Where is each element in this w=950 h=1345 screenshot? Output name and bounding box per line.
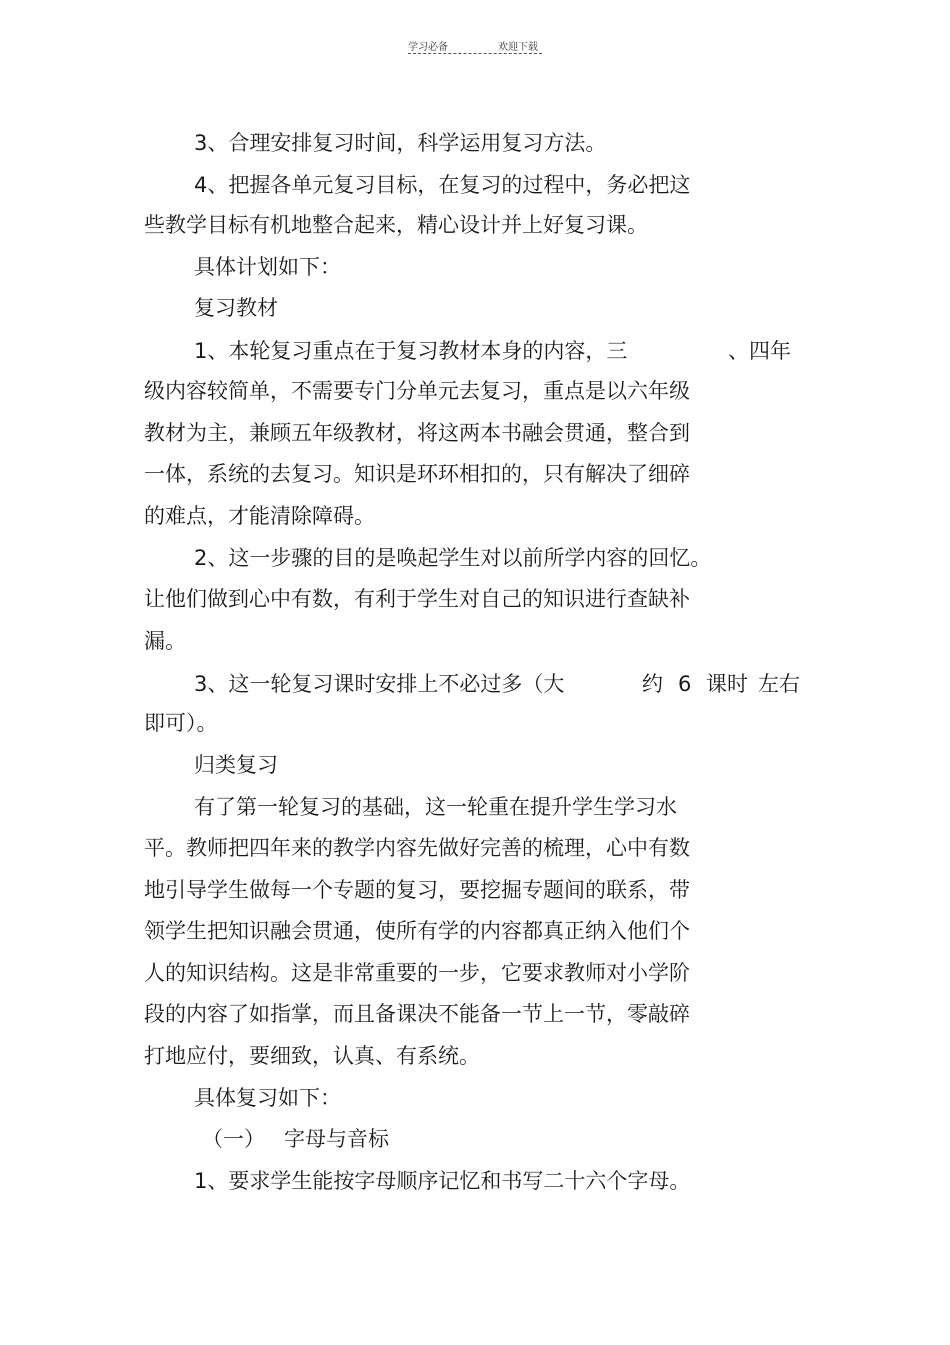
text-segment: 左右: [758, 672, 800, 696]
header-right-text: 欢迎下载: [498, 42, 538, 53]
text-line: 地引导学生做每一个专题的复习，要挖掘专题间的联系，带: [144, 878, 690, 902]
text-segment: 1、本轮复习重点在于复习教材本身的内容，三: [194, 339, 628, 363]
text-line: 领学生把知识融会贯通，使所有学的内容都真正纳入他们个: [144, 919, 690, 943]
text-line: 具体计划如下：: [194, 255, 341, 279]
text-line: 2、这一步骤的目的是唤起学生对以前所学内容的回忆。: [194, 546, 712, 570]
text-line: 段的内容了如指掌，而且备课决不能备一节上一节，零敲碎: [144, 1002, 690, 1026]
text-line: 4、把握各单元复习目标，在复习的过程中，务必把这: [194, 173, 691, 197]
text-segment: 约: [642, 672, 663, 696]
text-line: 些教学目标有机地整合起来，精心设计并上好复习课。: [144, 213, 648, 237]
text-line: 漏。: [144, 629, 186, 653]
section-heading: 归类复习: [194, 753, 278, 777]
text-line: 有了第一轮复习的基础，这一轮重在提升学生学习水: [194, 795, 677, 819]
text-line: 具体复习如下：: [194, 1086, 341, 1110]
text-line: 教材为主，兼顾五年级教材，将这两本书融会贯通，整合到: [144, 421, 690, 445]
text-segment: 字母与音标: [284, 1127, 389, 1151]
text-line: 3、合理安排复习时间，科学运用复习方法。: [194, 131, 607, 155]
text-line: 级内容较简单，不需要专门分单元去复习，重点是以六年级: [144, 379, 690, 403]
text-line: 打地应付，要细致，认真、有系统。: [144, 1044, 480, 1068]
text-line: 一体，系统的去复习。知识是环环相扣的，只有解决了细碎: [144, 462, 690, 486]
text-line: 即可）。: [144, 711, 218, 735]
header-left-text: 学习必备: [408, 42, 448, 53]
text-line: 让他们做到心中有数，有利于学生对自己的知识进行查缺补: [144, 587, 690, 611]
text-line: 的难点，才能清除障碍。: [144, 504, 375, 528]
text-line: 人的知识结构。这是非常重要的一步，它要求教师对小学阶: [144, 961, 690, 985]
text-segment: 6: [678, 672, 692, 696]
text-line: 平。教师把四年来的教学内容先做好完善的梳理，心中有数: [144, 836, 690, 860]
text-segment: 课时: [706, 672, 748, 696]
text-segment: （一）: [202, 1127, 265, 1151]
section-heading: 复习教材: [194, 296, 278, 320]
text-segment: 、四年: [728, 339, 791, 363]
header-dashed-rule: [408, 53, 542, 54]
text-segment: 3、这一轮复习课时安排上不必过多（大: [194, 672, 565, 696]
text-line: 1、要求学生能按字母顺序记忆和书写二十六个字母。: [194, 1169, 691, 1193]
